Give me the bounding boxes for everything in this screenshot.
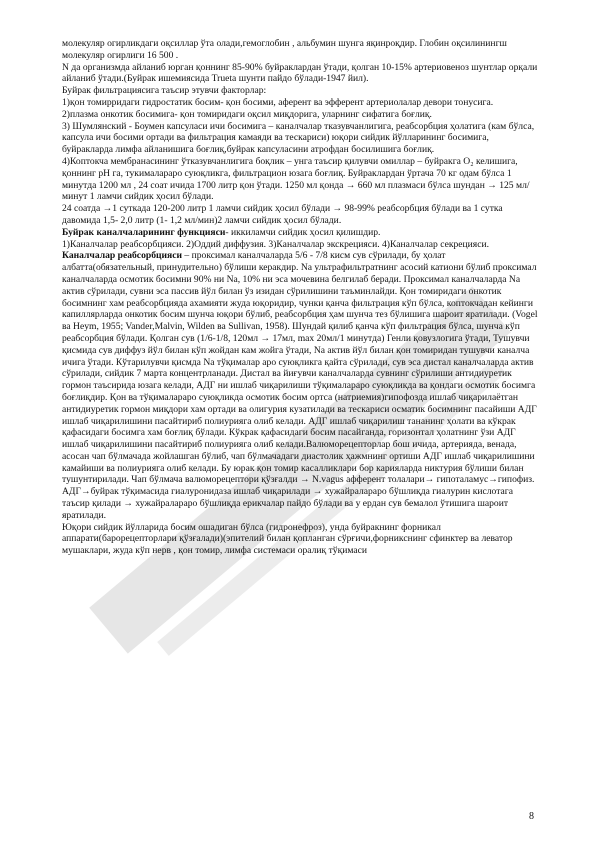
paragraph-5: 2)плазма онкотик босимига- қон томиридаги оқсил миқдорига, уларнинг сифатига боғлиқ. <box>62 108 432 120</box>
reabsorption-text: – проксимал каналчаларда 5/6 - 7/8 кисм сув сўрилади, бу ҳолат албатта(обязательный, принудительно) бўлиши керакдир. Na ультрафильтратнинг асосий катиони бўлиб проксимал каналчаларда осмотик босимни 90% ни Na, 10% ни эса мочевина белгилаб беради. Проксимал каналчаларда Na актив сўрилади, сувни эса пассив йўл билан ўз изидан сўрилишини таъминлайди. Қон томиридаги онкотик босимнинг хам реабсорбцияда ахамияти жуда юқоридир, чунки қанча фильтрация кўп бўлса, коптокчадан кейинги капиллярларда онкотик босим шунча юқори бўлиб, реабсорбция ҳам шунча тез бўлишига шароит яратилади. (Vogel ва Heym, 1955; Vander,Malvin, Wilden ва Sullivan, 1958). Шундай қилиб қанча кўп фильтрация бўлса, шунча кўп реабсорбция бўлади. Қолган сув (1/6-1/8, 120мл → 17мл, max 20мл/1 минутда) Генли қовузлогига ўтади, Тушувчи қисмида сув диффуз йўл билан кўп жойдан кам жойга ўтади, Na актив йўл билан қон томиридан тушувчи каналча ичига ўтади. Кўтарилувчи қисмда Na тўқималар аро суюқликга қайта сўрилади, сув эса дистал каналчаларда актив сўрилади, сийдик 7 марта концентрланади. Дистал ва йиғувчи каналчаларда сувнинг сўрилиши антидиуретик гормон таъсирида юзага келади, АДГ ни ишлаб чиқарилиши тўқималараро суюқликда ва қондаги осмотик босимга боғлиқдир. Қон ва тўқималараро суюқликда осмотик босим ортса (натриемия)гипофозда ишлаб чиқарилаётган антидиуретик гормон миқдори хам ортади ва олигурия кузатилади ва тескариси осматик босимнинг пасайиши АДГ ишлаб чиқарилишини пасайтириб полиурияга олиб келади. АДГ ишлаб чиқарилиш тананинг ҳолати ва кўкрак қафасидаги босимга хам боғлиқ бўлади. Кўкрак қафасидаги босим пасайганда, горизонтал ҳолатнинг ўзи АДГ ишлаб чиқарилишини пасайтириб полиурияга олиб келади.Валюморецепторлар бош ичида, артерияда, венада, асосан чап бўлмачада жойлашган бўлиб, чап бўлмачадаги диастолик ҳажмнинг ортиши АДГ ишлаб чиқарилишини камайиши ва полиурияга олиб келади. Бу юрак қон томир касалликлари бор карияларда никтурия бўлиши билан тушунтирилади. Чап бўлмача валюморецептори қўзғалди → N.vagus афферент толалари→ гипоталамус→гипофиз. АДГ→буйрак тўқимасида гиалуронидаза ишлаб чиқарилади → хужайралараро бўшлиқда гиалурин кислотага таъсир қилади → хужайралараро бўшлиқда ерикчалар пайдо бўлади ва у ердан сув бемалол ўтишига шароит яратилади. <box>62 250 538 521</box>
last-paragraph: Юқори сийдик йўлларида босим ошадиган бўлса (гидронефроз), унда буйракнинг форникал аппарати(барорецепторлари қўзғалади)(эпителий билан қопланган сўрғичи,форникснинг сфинктер ва леватор мушаклари, жуда кўп нерв , қон томир, лимфа системаси оралиқ тўқимаси <box>62 521 513 557</box>
functions-paragraph <box>62 227 538 239</box>
paragraph-1: молекуляр огирликдаги оқсиллар ўта олади,гемоглобин , альбумин шунга яқинроқдир. Глобин оқсилинингш молекуляр огирлиги 16 500 . <box>62 38 507 61</box>
paragraph-2: N да организмда айланиб юрган қоннинг 85-90% буйраклардан ўтади, қолган 10-15% артериовеноз шунтлар орқали айланиб ўтади.(Буйрак ишемиясида Truetа шунти пайдо бўлади-1947 йил). <box>62 61 538 85</box>
paragraph-8: 24 соатда →1 суткада 120-200 литр 1 ламчи сийдик ҳосил бўлади → 98-99% реабсорбция бўлади ва 1 сутка давомида 1,5- 2,0 литр (1- 1,2 мл/мин)2 ламчи сийдик ҳосил бўлади. <box>62 203 503 226</box>
paragraph-4: 1)қон томирридаги гидростатик босим- қон босими, аферент ва эфферент артериолалар девори тонусига. <box>62 96 494 108</box>
reabsorption-paragraph <box>62 250 538 521</box>
functions-list: 1)Каналчалар реабсорбцияси. 2)Оддий диффузия. 3)Каналчалар экскрецияси. 4)Каналчалар секрецияси. <box>62 238 490 250</box>
paragraph-3: Буйрак фильтрациясига таъсир этувчи факторлар: <box>62 85 267 97</box>
paragraph-7: 4)Коптокча мембранасининг ўтказувчанлигига боқлик – унга таъсир қилувчи омиллар – буйракга O₂ келишига, қоннинг рН га, тукималараро суюқликга, фильтрацион юзага боғлиқ. Буйраклардан ўртача 70 кг одам бўлса 1 минутда 1200 мл , 24 соат ичида 1700 литр қон ўтади. 1250 мл қонда → 660 мл плазмаси бўлса шундан → 125 мл/ минут 1 ламчи сийдик ҳосил бўлади. <box>62 155 530 203</box>
paragraph-6: 3) Шумлянский - Боумен капсуласи ичи босимига – каналчалар тказувчанлигига, реабсорбция ҳолатига (кам бўлса, капсула ичи босими ортади ва фильтрация камаяди ва тескариси) юқори сийдик йўлларининг босимига, буйракларда лимфа айланишига боғлиқ,буйрак капсуласини атрофдан босилишига боғлиқ. <box>62 120 535 156</box>
functions-rest: - иккиламчи сийдик ҳосил қилишдир. <box>225 226 381 238</box>
page-number: 8 <box>529 811 534 822</box>
functions-title: Буйрак каналчаларининг функцияси <box>62 226 226 238</box>
document-page <box>62 38 538 557</box>
reabsorption-title: Каналчалар реабсорбцияси <box>62 250 183 262</box>
